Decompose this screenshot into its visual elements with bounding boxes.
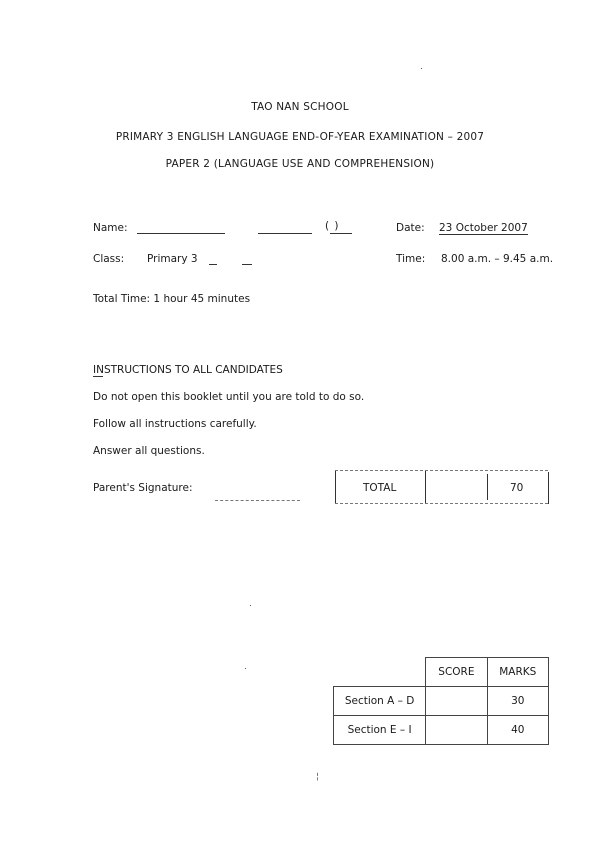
total-box-right <box>548 472 549 504</box>
score-table <box>333 657 549 745</box>
name-line-1 <box>137 233 225 234</box>
section-name: Section A – D <box>334 687 426 716</box>
instruction-item: Follow all instructions carefully. <box>93 418 257 430</box>
table-row <box>334 716 549 745</box>
signature-label: Parent's Signature: <box>93 482 193 494</box>
total-box-left <box>335 470 336 504</box>
score-header: SCORE <box>426 658 487 687</box>
total-box-bottom <box>335 503 548 504</box>
time-label: Time: <box>396 253 426 265</box>
name-label: Name: <box>93 222 128 234</box>
class-value: Primary 3 <box>147 253 198 265</box>
instructions-heading: INSTRUCTIONS TO ALL CANDIDATES <box>93 364 283 376</box>
time-value: 8.00 a.m. – 9.45 a.m. <box>441 253 554 265</box>
table-row <box>334 658 549 687</box>
marks-header: MARKS <box>487 658 548 687</box>
class-line-1 <box>209 264 217 265</box>
table-row <box>334 687 549 716</box>
instruction-item: Do not open this booklet until you are told to do so. <box>93 391 365 403</box>
instruction-item: Answer all questions. <box>93 445 205 457</box>
scan-speck <box>250 605 251 606</box>
class-label: Class: <box>93 253 125 265</box>
register-line <box>330 233 352 234</box>
scan-speck <box>421 68 422 69</box>
section-score <box>426 716 487 745</box>
total-time: Total Time: 1 hour 45 minutes <box>93 293 251 305</box>
date-value: 23 October 2007 <box>439 222 528 234</box>
school-name: TAO NAN SCHOOL <box>251 101 349 113</box>
name-line-2 <box>258 233 312 234</box>
section-marks: 30 <box>487 687 548 716</box>
section-name: Section E – I <box>334 716 426 745</box>
total-box-mid <box>425 470 426 504</box>
total-marks: 70 <box>510 482 524 494</box>
total-box-top <box>335 470 548 471</box>
total-box-tick <box>487 474 488 500</box>
total-label: TOTAL <box>363 482 397 494</box>
signature-line <box>215 500 300 501</box>
register-number: ( ) <box>325 220 340 232</box>
date-label: Date: <box>396 222 425 234</box>
section-marks: 40 <box>487 716 548 745</box>
scan-mark: ¦ <box>316 772 320 782</box>
class-line-2 <box>242 264 252 265</box>
scan-speck <box>245 668 246 669</box>
heading-underline <box>93 376 103 377</box>
exam-title: PRIMARY 3 ENGLISH LANGUAGE END-OF-YEAR EXAMINATION – 2007 <box>115 131 485 143</box>
paper-title: PAPER 2 (LANGUAGE USE AND COMPREHENSION) <box>165 158 435 170</box>
section-score <box>426 687 487 716</box>
